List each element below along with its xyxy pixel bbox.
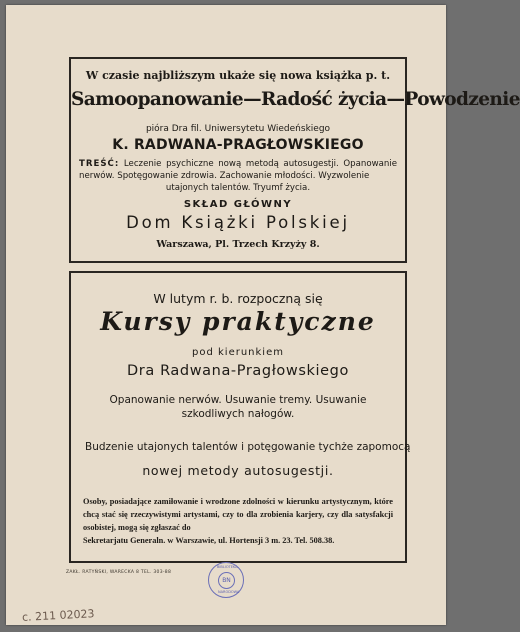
book-contents — [79, 158, 397, 194]
course-pod: pod kierunkiem — [192, 347, 284, 358]
author-name: K. RADWANA-PRAGŁOWSKIEGO — [112, 137, 364, 153]
course-topics: Opanowanie nerwów. Usuwanie tremy. Usuwanie szkodliwych nałogów. — [109, 394, 367, 420]
contact-address: Sekretarjatu Generaln. w Warszawie, ul. Hortensji 3 m. 23. Tel. 508.38. — [83, 536, 335, 545]
library-stamp — [208, 562, 244, 598]
course-leader: Dra Radwana-Pragłowskiego — [127, 363, 349, 379]
course-title: Kursy praktyczne — [100, 307, 376, 336]
document-page — [6, 5, 520, 625]
course-budzenie: Budzenie utajonych talentów i potęgowanie tychże zapomocą — [85, 441, 411, 453]
stamp-ring-bottom: NARODOWA — [218, 590, 240, 594]
course-contact — [83, 495, 393, 547]
course-intro: W lutym r. b. rozpoczną się — [153, 291, 323, 306]
printer-imprint: ZAKŁ. RATYŃSKI, WARECKA 8 TEL. 303-88 — [66, 570, 172, 575]
catalog-number: c. 211 02023 — [21, 607, 95, 624]
course-announcement-box — [69, 271, 411, 563]
publisher-name: Dom Książki Polskiej — [126, 213, 350, 232]
author-intro: pióra Dra fil. Uniwersytetu Wiedeńskiego — [145, 124, 331, 134]
contact-text: Osoby, posiadające zamiłowanie i wrodzone zdolności w kierunku artystycznym, które chcą stać się rzeczywistymi artystami, czy to dla zrobienia karjery, czy dla satysfakcji osobistej, mogą się zgłaszać do — [83, 497, 393, 532]
contents-text: Leczenie psychiczne nową metodą autosugestji. Opanowanie nerwów. Spotęgowanie zdrowia. Zachowanie młodości. Wyzwolenie — [79, 159, 398, 181]
contents-label: TREŚĆ: — [79, 159, 120, 169]
book-announcement-box — [69, 57, 520, 263]
contents-last: utajonych talentów. Tryumf życia. — [165, 183, 311, 193]
stamp-ring-top: BIBLIOTEKA — [217, 565, 238, 569]
publisher-address: Warszawa, Pl. Trzech Krzyży 8. — [156, 239, 320, 250]
book-title: Samoopanowanie—Radość życia—Powodzenie — [71, 89, 520, 110]
stamp-center: BN — [218, 572, 235, 589]
book-intro: W czasie najbliższym ukaże się nowa książka p. t. — [85, 69, 391, 82]
course-method: nowej metody autosugestji. — [142, 463, 334, 478]
sklad-heading: SKŁAD GŁÓWNY — [183, 199, 293, 210]
